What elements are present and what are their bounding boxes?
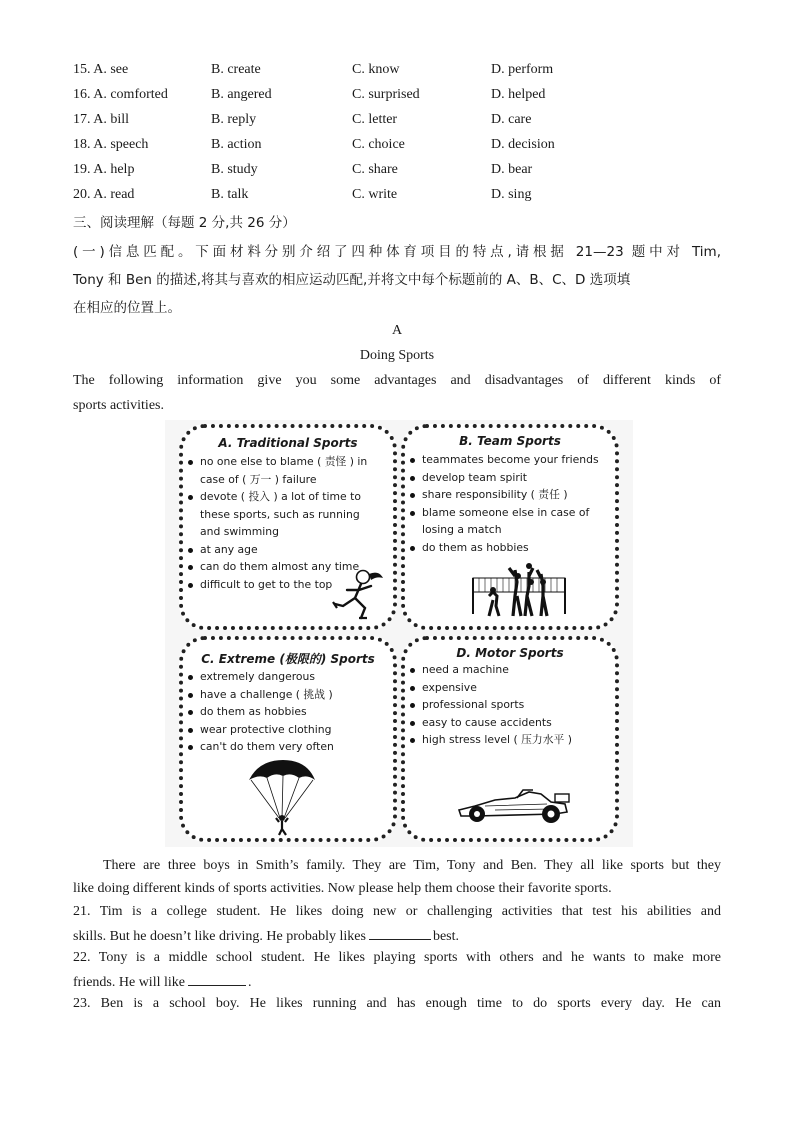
instruction-line: Tony 和 Ben 的描述,将其与喜欢的相应运动匹配,并将文中每个标题前的 A、B、C、D 选项填 bbox=[73, 272, 631, 288]
option-d: D. care bbox=[491, 112, 532, 127]
answer-blank-22[interactable] bbox=[188, 973, 246, 986]
instruction-line: (一)信息匹配。下面材料分别介绍了四种体育项目的特点,请根据 21—23 题中对 Tim, bbox=[73, 244, 721, 260]
list-item: develop team spirit bbox=[409, 469, 615, 487]
list-item: share responsibility ( 责任 ) bbox=[409, 486, 615, 504]
list-item: at any age bbox=[187, 541, 393, 559]
question-text: best. bbox=[432, 929, 459, 944]
passage-intro: sports activities. bbox=[73, 398, 164, 413]
question-23: 23. Ben is a school boy. He likes running and has enough time to do sports every day. He can bbox=[73, 996, 721, 1011]
option-c: C. write bbox=[352, 187, 398, 202]
option-row bbox=[73, 87, 733, 109]
option-row bbox=[73, 62, 733, 84]
option-a: 17. A. bill bbox=[73, 112, 130, 127]
sports-figure bbox=[165, 420, 633, 847]
question-22: 22. Tony is a middle school student. He likes playing sports with others and he wants to make more bbox=[73, 950, 721, 965]
option-b: B. action bbox=[211, 137, 262, 152]
answer-blank-21[interactable] bbox=[369, 927, 431, 940]
option-row bbox=[73, 162, 733, 184]
option-d: D. perform bbox=[491, 62, 554, 77]
option-d: D. bear bbox=[491, 162, 533, 177]
box-traditional-sports bbox=[179, 424, 397, 630]
volleyball-icon bbox=[471, 562, 567, 622]
option-d: D. helped bbox=[491, 87, 546, 102]
passage-letter: A bbox=[391, 323, 403, 338]
list-item: high stress level ( 压力水平 ) bbox=[409, 731, 615, 749]
list-item: can't do them very often bbox=[187, 738, 393, 756]
option-a: 20. A. read bbox=[73, 187, 135, 202]
option-b: B. create bbox=[211, 62, 261, 77]
list-item: wear protective clothing bbox=[187, 721, 393, 739]
paragraph: like doing different kinds of sports activities. Now please help them choose their favorite sports. bbox=[73, 881, 612, 896]
box-title: D. Motor Sports bbox=[456, 646, 564, 660]
list-item: extremely dangerous bbox=[187, 668, 393, 686]
instruction-line: 在相应的位置上。 bbox=[73, 300, 181, 316]
list-item: devote ( 投入 ) a lot of time to these sports, such as running and swimming bbox=[187, 488, 376, 541]
list-item: do them as hobbies bbox=[187, 703, 393, 721]
option-b: B. talk bbox=[211, 187, 249, 202]
runner-icon bbox=[331, 568, 387, 622]
box-title: A. Traditional Sports bbox=[218, 436, 358, 450]
option-d: D. sing bbox=[491, 187, 532, 202]
list-item: have a challenge ( 挑战 ) bbox=[187, 686, 393, 704]
option-row bbox=[73, 112, 733, 134]
box-extreme-sports bbox=[179, 636, 397, 842]
list-item: need a machine bbox=[409, 661, 615, 679]
option-b: B. angered bbox=[211, 87, 272, 102]
box-title: B. Team Sports bbox=[459, 434, 561, 448]
list-item: expensive bbox=[409, 679, 615, 697]
paragraph: There are three boys in Smith’s family. They are Tim, Tony and Ben. They all like sports but they bbox=[103, 858, 721, 873]
list-item: difficult to get to the top bbox=[187, 576, 393, 594]
box-motor-sports bbox=[401, 636, 619, 842]
option-a: 18. A. speech bbox=[73, 137, 149, 152]
list-item: professional sports bbox=[409, 696, 615, 714]
option-b: B. study bbox=[211, 162, 258, 177]
option-d: D. decision bbox=[491, 137, 555, 152]
option-c: C. choice bbox=[352, 137, 405, 152]
list-item: can do them almost any time bbox=[187, 558, 393, 576]
option-c: C. share bbox=[352, 162, 398, 177]
list-item: do them as hobbies bbox=[409, 539, 615, 557]
list-item: easy to cause accidents bbox=[409, 714, 615, 732]
passage-title: Doing Sports bbox=[359, 348, 435, 363]
list-item: no one else to blame ( 责怪 ) in case of ( 万一 ) failure bbox=[187, 453, 370, 488]
list-item: teammates become your friends bbox=[409, 451, 615, 469]
option-c: C. know bbox=[352, 62, 400, 77]
section-title: 三、阅读理解（每题 2 分,共 26 分） bbox=[73, 215, 296, 231]
race-car-icon bbox=[455, 782, 571, 826]
option-c: C. letter bbox=[352, 112, 398, 127]
passage-intro: The following information give you some advantages and disadvantages of different kinds of bbox=[73, 373, 721, 388]
option-a: 16. A. comforted bbox=[73, 87, 168, 102]
box-team-sports bbox=[401, 424, 619, 630]
question-21-line2 bbox=[73, 927, 459, 945]
option-row bbox=[73, 137, 733, 159]
question-22-line2 bbox=[73, 973, 251, 991]
question-text: friends. He will like bbox=[73, 975, 185, 990]
option-a: 15. A. see bbox=[73, 62, 129, 77]
box-title: C. Extreme (极限的) Sports bbox=[201, 652, 375, 666]
option-a: 19. A. help bbox=[73, 162, 135, 177]
question-text: . bbox=[247, 975, 252, 990]
question-text: skills. But he doesn’t like driving. He probably likes bbox=[73, 929, 366, 944]
option-b: B. reply bbox=[211, 112, 257, 127]
question-21: 21. Tim is a college student. He likes doing new or challenging activities that test his abilities and bbox=[73, 904, 721, 919]
list-item: blame someone else in case of losing a match bbox=[409, 504, 598, 539]
option-row bbox=[73, 187, 733, 209]
parachute-icon bbox=[245, 758, 319, 836]
option-c: C. surprised bbox=[352, 87, 420, 102]
